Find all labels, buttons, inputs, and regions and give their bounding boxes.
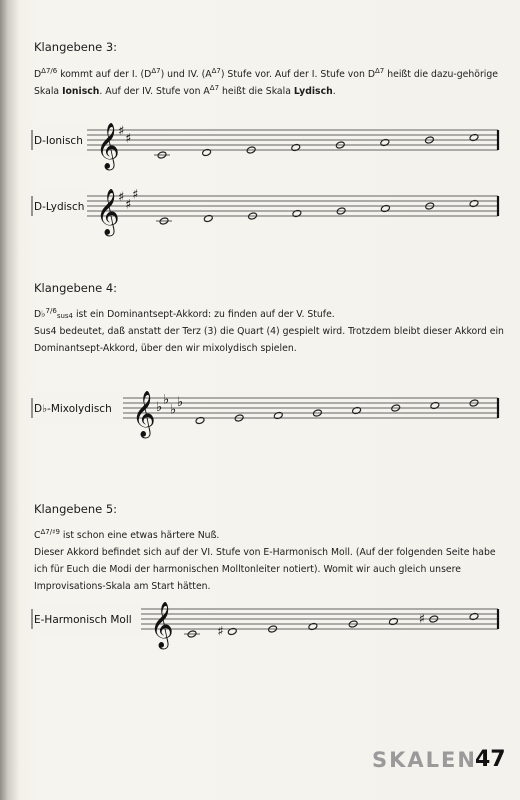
sharp-icon: ♯ (418, 612, 426, 627)
sharp-icon: ♯ (132, 187, 139, 203)
page-number: 47 (475, 747, 506, 772)
sharp-icon: ♯ (125, 131, 132, 147)
flat-icon: ♭ (177, 395, 184, 410)
scale-staff-d-ionisch (32, 120, 502, 168)
staff-svg (32, 186, 502, 234)
scale-label: D-Lydisch (34, 201, 85, 213)
scale-staff-d-lydisch (32, 186, 502, 234)
section-text: $C^{\Delta 7/♯9}$ ist schon eine etwas härtere Nuß. Dieser Akkord befindet sich auf der VI. Stufe von E-Harmonisch Moll. (Auf der folgenden Seite habe ich für Euch die Modi der harmonischen Molltonleiter notiert). Womit wir auch gleich unsere Improvisations-Skala am Start hätten. (34, 528, 496, 592)
section-heading: Klangebene 4: (34, 281, 118, 295)
flat-icon: ♭ (163, 392, 170, 408)
flat-icon: ♭ (156, 400, 163, 415)
section-heading: Klangebene 3: (34, 40, 118, 54)
treble-clef-icon: 𝄞 (96, 123, 120, 169)
staff-svg (32, 388, 502, 436)
scale-label: E-Harmonisch Moll (34, 614, 132, 626)
treble-clef-icon: 𝄞 (96, 189, 120, 235)
staff-svg (32, 599, 502, 647)
staff-svg (32, 120, 502, 168)
section-text: $D^{\Delta 7/6}$ kommt auf der I. $(D^{\Delta 7})$ und IV. $(A^{\Delta 7})$ Stufe vor. Auf der I. Stufe von $D^{\Delta 7}$ heißt die dazu-gehörige Skala Ionisch. Auf der IV. Stufe von $A^{\Delta 7}$ heißt die Skala Lydisch. (34, 67, 498, 97)
sharp-icon: ♯ (125, 197, 132, 213)
scale-label: D♭-Mixolydisch (34, 403, 112, 415)
sharp-icon: ♯ (118, 190, 125, 205)
sharp-icon: ♯ (118, 124, 125, 139)
scale-staff-e-harmonisch-moll (32, 599, 502, 647)
scale-label: D-Ionisch (34, 135, 83, 147)
sharp-icon: ♯ (217, 624, 224, 640)
treble-clef-icon: 𝄞 (150, 602, 174, 648)
footer-section-title: SKALEN (372, 748, 477, 772)
flat-icon: ♭ (170, 402, 177, 418)
section-heading: Klangebene 5: (34, 502, 118, 516)
scale-staff-db-mixolydisch (32, 388, 502, 436)
treble-clef-icon: 𝄞 (132, 391, 156, 437)
section-text: D♭$^{7/6}_{sus4}$ ist ein Dominantsept-Akkord: zu finden auf der V. Stufe. Sus4 bedeutet, daß anstatt der Terz (3) die Quart (4) gespielt wird. Trotzdem bleibt dieser Akkord ein Dominantsept-Akkord, über den wir mixolydisch spielen. (34, 307, 504, 354)
